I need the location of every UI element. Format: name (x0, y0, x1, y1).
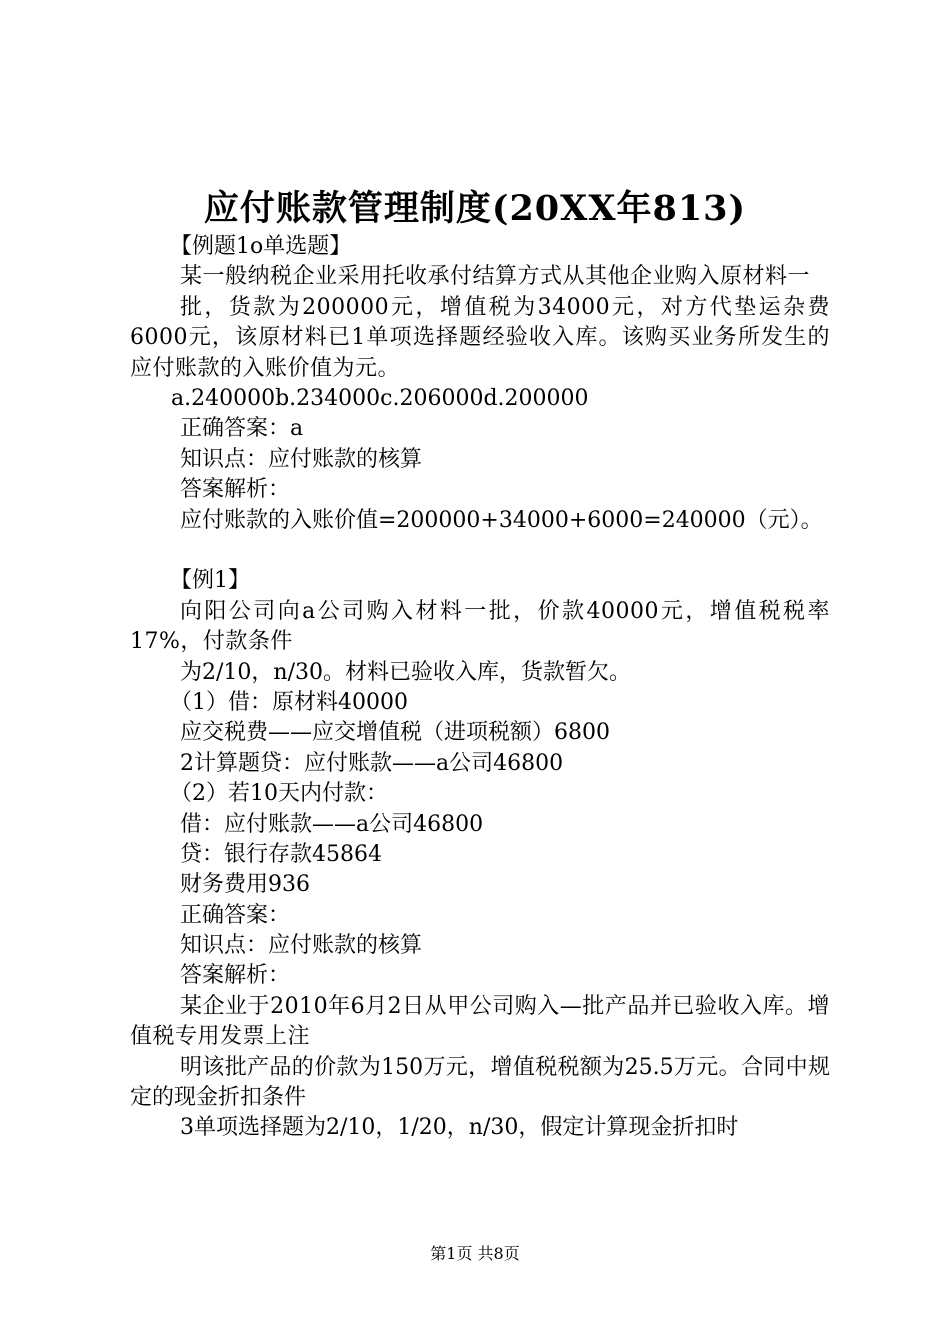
page-number-footer: 第1页 共8页 (430, 1244, 520, 1263)
paragraph: 向阳公司向a公司购入材料一批，价款40000元，增值税税率17%，付款条件 (130, 598, 830, 655)
paragraph: 批，货款为200000元，增值税为34000元，对方代垫运杂费6000元，该原材料已1单项选择题经验收入库。该购买业务所发生的应付账款的入账价值为元。 (130, 294, 830, 381)
answer-analysis-label: 答案解析： (180, 963, 291, 989)
document-body (130, 232, 830, 1144)
journal-entry: 应交税费——应交增值税（进项税额）6800 (180, 720, 610, 746)
example-heading: 【例1】 (170, 568, 250, 594)
journal-entry: 贷：银行存款45864 (180, 841, 382, 867)
answer-analysis-label: 答案解析： (180, 477, 291, 503)
journal-entry: （2）若10天内付款： (170, 781, 388, 807)
example-heading: 【例题1o单选题】 (170, 234, 352, 259)
journal-entry: 2计算题贷：应付账款——a公司46800 (180, 750, 564, 776)
knowledge-point: 知识点：应付账款的核算 (180, 933, 423, 959)
blank-line (130, 536, 830, 566)
journal-entry: （1）借：原材料40000 (170, 689, 408, 715)
paragraph: 某一般纳税企业采用托收承付结算方式从其他企业购入原材料一 (180, 264, 811, 290)
paragraph: 某企业于2010年6月2日从甲公司购入—批产品并已验收入库。增值税专用发票上注 (130, 993, 830, 1050)
paragraph: 3单项选择题为2/10，1/20，n/30，假定计算现金折扣时 (180, 1115, 739, 1141)
answer-analysis-text: 应付账款的入账价值=200000+34000+6000=240000（元）。 (180, 507, 823, 533)
document-title: 应付账款管理制度(20XX年813) (203, 188, 747, 229)
journal-entry: 财务费用936 (180, 872, 310, 898)
answer-options: a.240000b.234000c.206000d.200000 (171, 386, 589, 412)
journal-entry: 借：应付账款——a公司46800 (180, 811, 484, 837)
correct-answer: 正确答案： (180, 902, 291, 928)
paragraph: 为2/10，n/30。材料已验收入库，货款暂欠。 (180, 659, 631, 685)
paragraph: 明该批产品的价款为150万元，增值税税额为25.5万元。合同中规定的现金折扣条件 (130, 1054, 830, 1111)
correct-answer: 正确答案：a (180, 416, 304, 442)
knowledge-point: 知识点：应付账款的核算 (180, 446, 423, 472)
